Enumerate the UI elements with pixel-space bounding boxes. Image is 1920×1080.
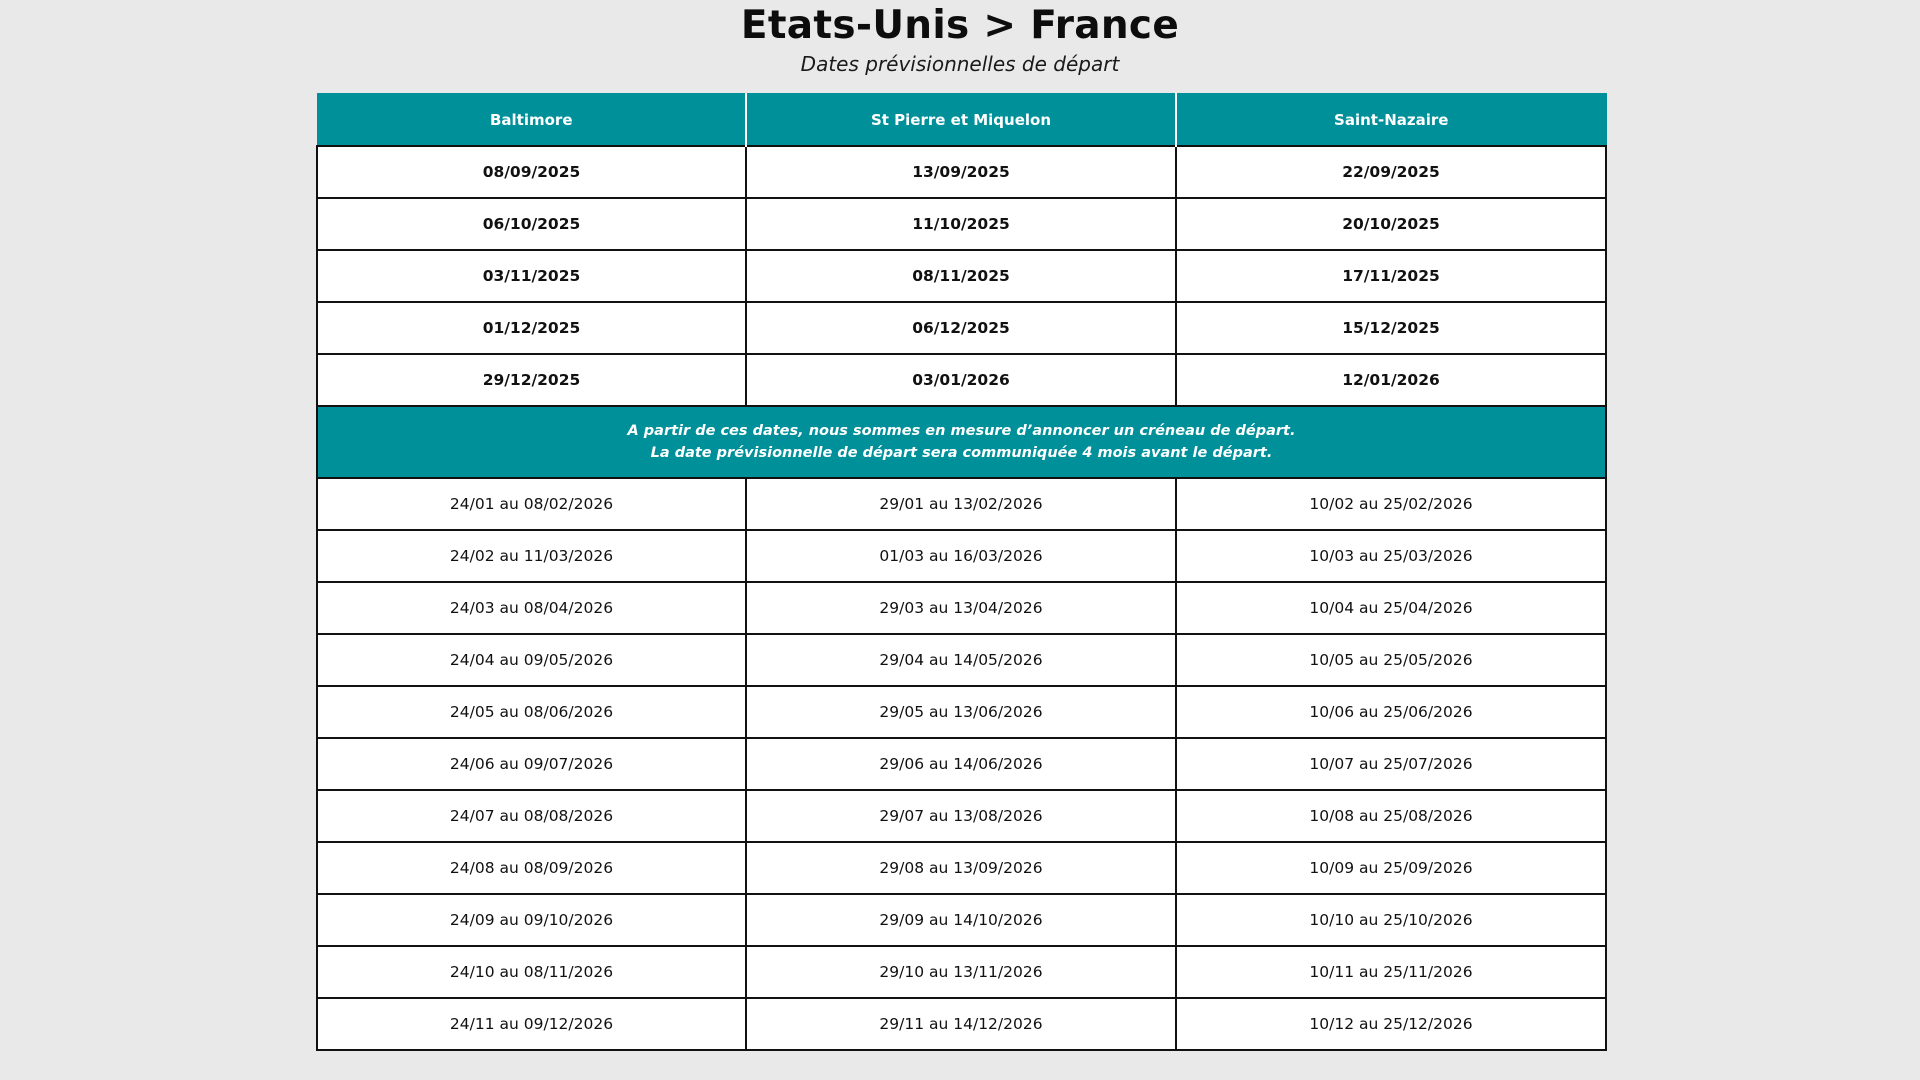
table-cell: 22/09/2025 <box>1176 146 1606 198</box>
table-cell: 29/10 au 13/11/2026 <box>746 946 1176 998</box>
table-cell: 10/03 au 25/03/2026 <box>1176 530 1606 582</box>
table-cell: 29/12/2025 <box>317 354 746 406</box>
table-row <box>317 634 1606 686</box>
table-cell: 29/04 au 14/05/2026 <box>746 634 1176 686</box>
table-cell: 10/08 au 25/08/2026 <box>1176 790 1606 842</box>
departure-schedule-table <box>316 93 1607 1051</box>
table-cell: 03/11/2025 <box>317 250 746 302</box>
table-cell: 03/01/2026 <box>746 354 1176 406</box>
page-title: Etats-Unis > France <box>740 3 1180 48</box>
table-cell: 10/11 au 25/11/2026 <box>1176 946 1606 998</box>
table-cell: 10/04 au 25/04/2026 <box>1176 582 1606 634</box>
table-cell: 24/08 au 08/09/2026 <box>317 842 746 894</box>
table-cell: 11/10/2025 <box>746 198 1176 250</box>
column-header-saint-nazaire: Saint-Nazaire <box>1176 94 1606 147</box>
column-header-st-pierre-et-miquelon: St Pierre et Miquelon <box>746 94 1176 147</box>
table-row <box>317 582 1606 634</box>
table-row <box>317 738 1606 790</box>
table-cell: 01/12/2025 <box>317 302 746 354</box>
table-cell: 24/09 au 09/10/2026 <box>317 894 746 946</box>
table-cell: 24/05 au 08/06/2026 <box>317 686 746 738</box>
table-row <box>317 302 1606 354</box>
table-row <box>317 998 1606 1050</box>
table-row <box>317 250 1606 302</box>
table-row <box>317 842 1606 894</box>
table-row <box>317 146 1606 198</box>
table-cell: 29/07 au 13/08/2026 <box>746 790 1176 842</box>
table-row <box>317 478 1606 530</box>
column-header-baltimore: Baltimore <box>317 94 746 147</box>
table-cell: 01/03 au 16/03/2026 <box>746 530 1176 582</box>
table-cell: 10/12 au 25/12/2026 <box>1176 998 1606 1050</box>
table-cell: 24/11 au 09/12/2026 <box>317 998 746 1050</box>
table-cell: 24/02 au 11/03/2026 <box>317 530 746 582</box>
table-cell: 13/09/2025 <box>746 146 1176 198</box>
table-cell: 29/05 au 13/06/2026 <box>746 686 1176 738</box>
table-row <box>317 946 1606 998</box>
note-line-1: A partir de ces dates, nous sommes en mesure d’annoncer un créneau de départ. <box>627 423 1296 439</box>
table-row <box>317 354 1606 406</box>
table-cell: 10/07 au 25/07/2026 <box>1176 738 1606 790</box>
table-cell: 08/11/2025 <box>746 250 1176 302</box>
table-cell: 24/03 au 08/04/2026 <box>317 582 746 634</box>
table-cell: 29/06 au 14/06/2026 <box>746 738 1176 790</box>
table-cell: 24/10 au 08/11/2026 <box>317 946 746 998</box>
table-cell: 10/10 au 25/10/2026 <box>1176 894 1606 946</box>
table-cell: 29/09 au 14/10/2026 <box>746 894 1176 946</box>
table-cell: 24/01 au 08/02/2026 <box>317 478 746 530</box>
table-cell: 08/09/2025 <box>317 146 746 198</box>
table-header-row <box>317 94 1606 147</box>
table-row <box>317 530 1606 582</box>
table-cell: 24/06 au 09/07/2026 <box>317 738 746 790</box>
table-cell: 24/07 au 08/08/2026 <box>317 790 746 842</box>
departure-note <box>317 406 1606 478</box>
table-cell: 06/10/2025 <box>317 198 746 250</box>
table-cell: 17/11/2025 <box>1176 250 1606 302</box>
page-subtitle: Dates prévisionnelles de départ <box>800 52 1120 76</box>
table-cell: 15/12/2025 <box>1176 302 1606 354</box>
table-cell: 10/09 au 25/09/2026 <box>1176 842 1606 894</box>
table-row <box>317 198 1606 250</box>
table-row <box>317 686 1606 738</box>
table-cell: 10/02 au 25/02/2026 <box>1176 478 1606 530</box>
table-cell: 20/10/2025 <box>1176 198 1606 250</box>
table-cell: 10/06 au 25/06/2026 <box>1176 686 1606 738</box>
departure-note-row <box>317 406 1606 478</box>
table-cell: 24/04 au 09/05/2026 <box>317 634 746 686</box>
table-row <box>317 790 1606 842</box>
table-cell: 29/03 au 13/04/2026 <box>746 582 1176 634</box>
table-cell: 29/08 au 13/09/2026 <box>746 842 1176 894</box>
note-line-2: La date prévisionnelle de départ sera communiquée 4 mois avant le départ. <box>650 445 1273 461</box>
table-row <box>317 894 1606 946</box>
table-cell: 29/11 au 14/12/2026 <box>746 998 1176 1050</box>
table-cell: 29/01 au 13/02/2026 <box>746 478 1176 530</box>
table-cell: 12/01/2026 <box>1176 354 1606 406</box>
table-cell: 06/12/2025 <box>746 302 1176 354</box>
table-cell: 10/05 au 25/05/2026 <box>1176 634 1606 686</box>
